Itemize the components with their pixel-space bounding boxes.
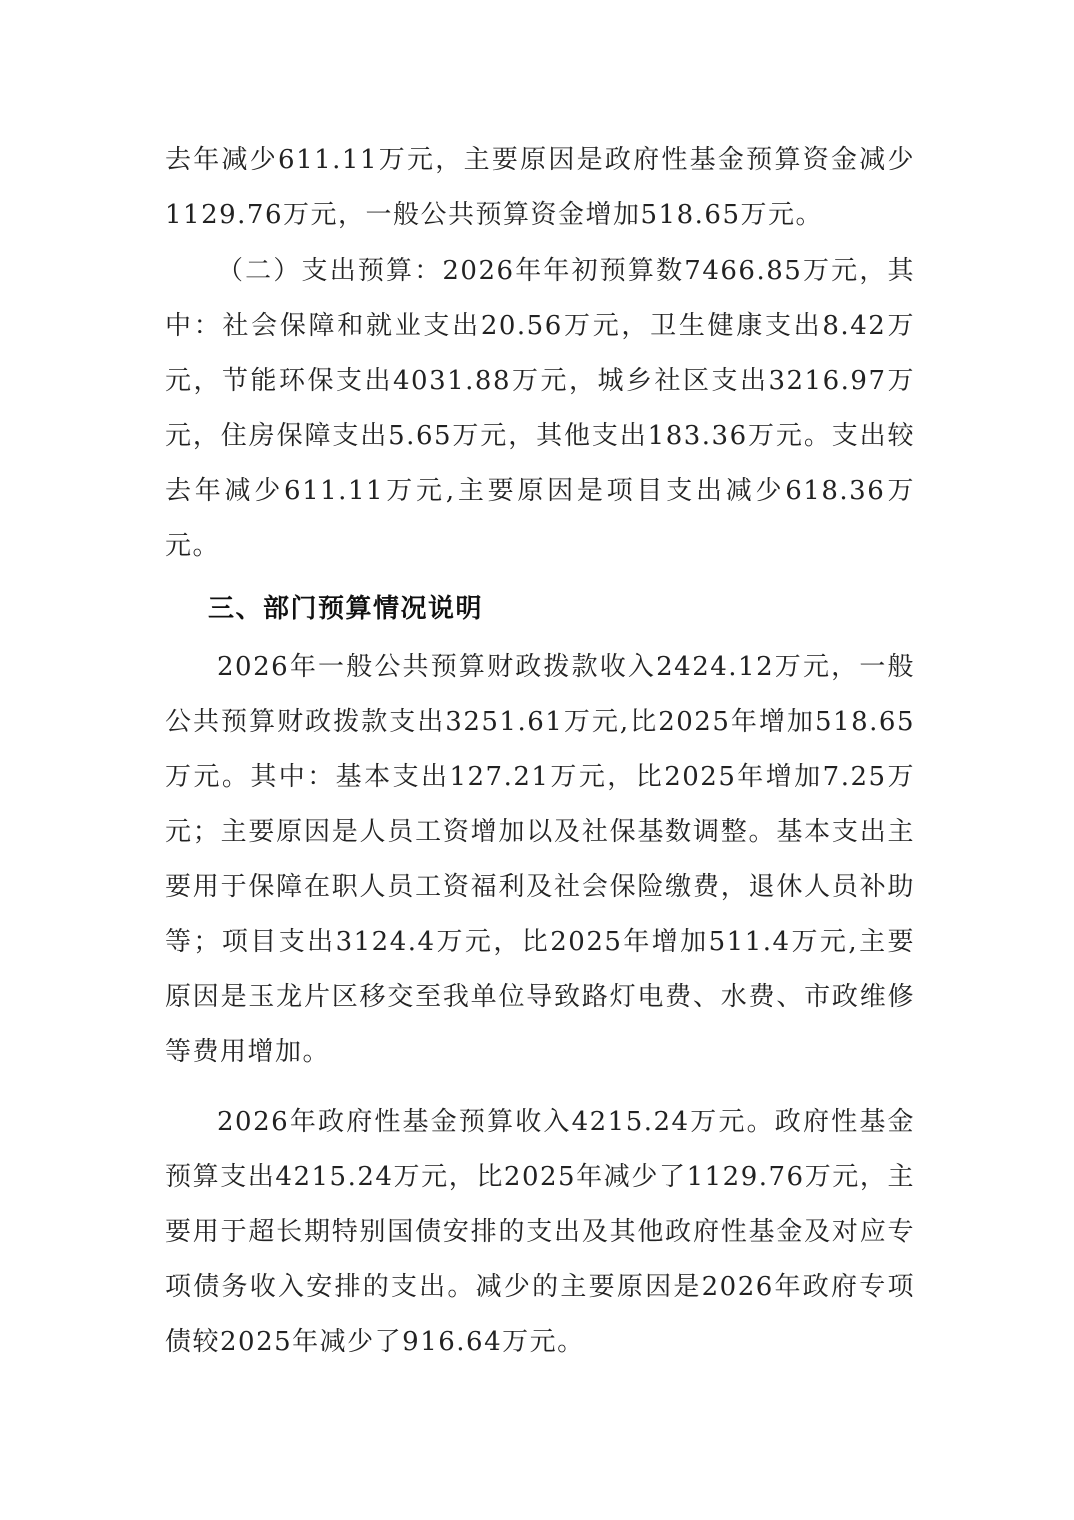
paragraph-text: （二）支出预算：2026年年初预算数7466.85万元，其中：社会保障和就业支出20.56万元，卫生健康支出8.42万元，节能环保支出4031.88万元，城乡社区支出3216.97万元，住房保障支出5.65万元，其他支出183.36万元。支出较去年减少611.11万元,主要原因是项目支出减少618.36万元。 [165,256,915,561]
paragraph-text: 2026年一般公共预算财政拨款收入2424.12万元，一般公共预算财政拨款支出3251.61万元,比2025年增加518.65万元。其中：基本支出127.21万元，比2025年增加7.25万元；主要原因是人员工资增加以及社保基数调整。基本支出主要用于保障在职人员工资福利及社会保险缴费，退休人员补助等；项目支出3124.4万元，比2025年增加511.4万元,主要原因是玉龙片区移交至我单位导致路灯电费、水费、市政维修等费用增加。 [165,652,915,1067]
paragraph-general-budget [165,640,915,1080]
paragraph-text: 去年减少611.11万元，主要原因是政府性基金预算资金减少1129.76万元，一般公共预算资金增加518.65万元。 [165,145,915,230]
paragraph-expenditure-budget [165,244,915,574]
section-heading: 三、部门预算情况说明 [208,594,484,624]
paragraph-income-summary [165,133,915,243]
paragraph-government-fund [165,1095,915,1370]
paragraph-text: 2026年政府性基金预算收入4215.24万元。政府性基金预算支出4215.24万元，比2025年减少了1129.76万元，主要用于超长期特别国债安排的支出及其他政府性基金及对应专项债务收入安排的支出。减少的主要原因是2026年政府专项债较2025年减少了916.64万元。 [165,1107,915,1357]
